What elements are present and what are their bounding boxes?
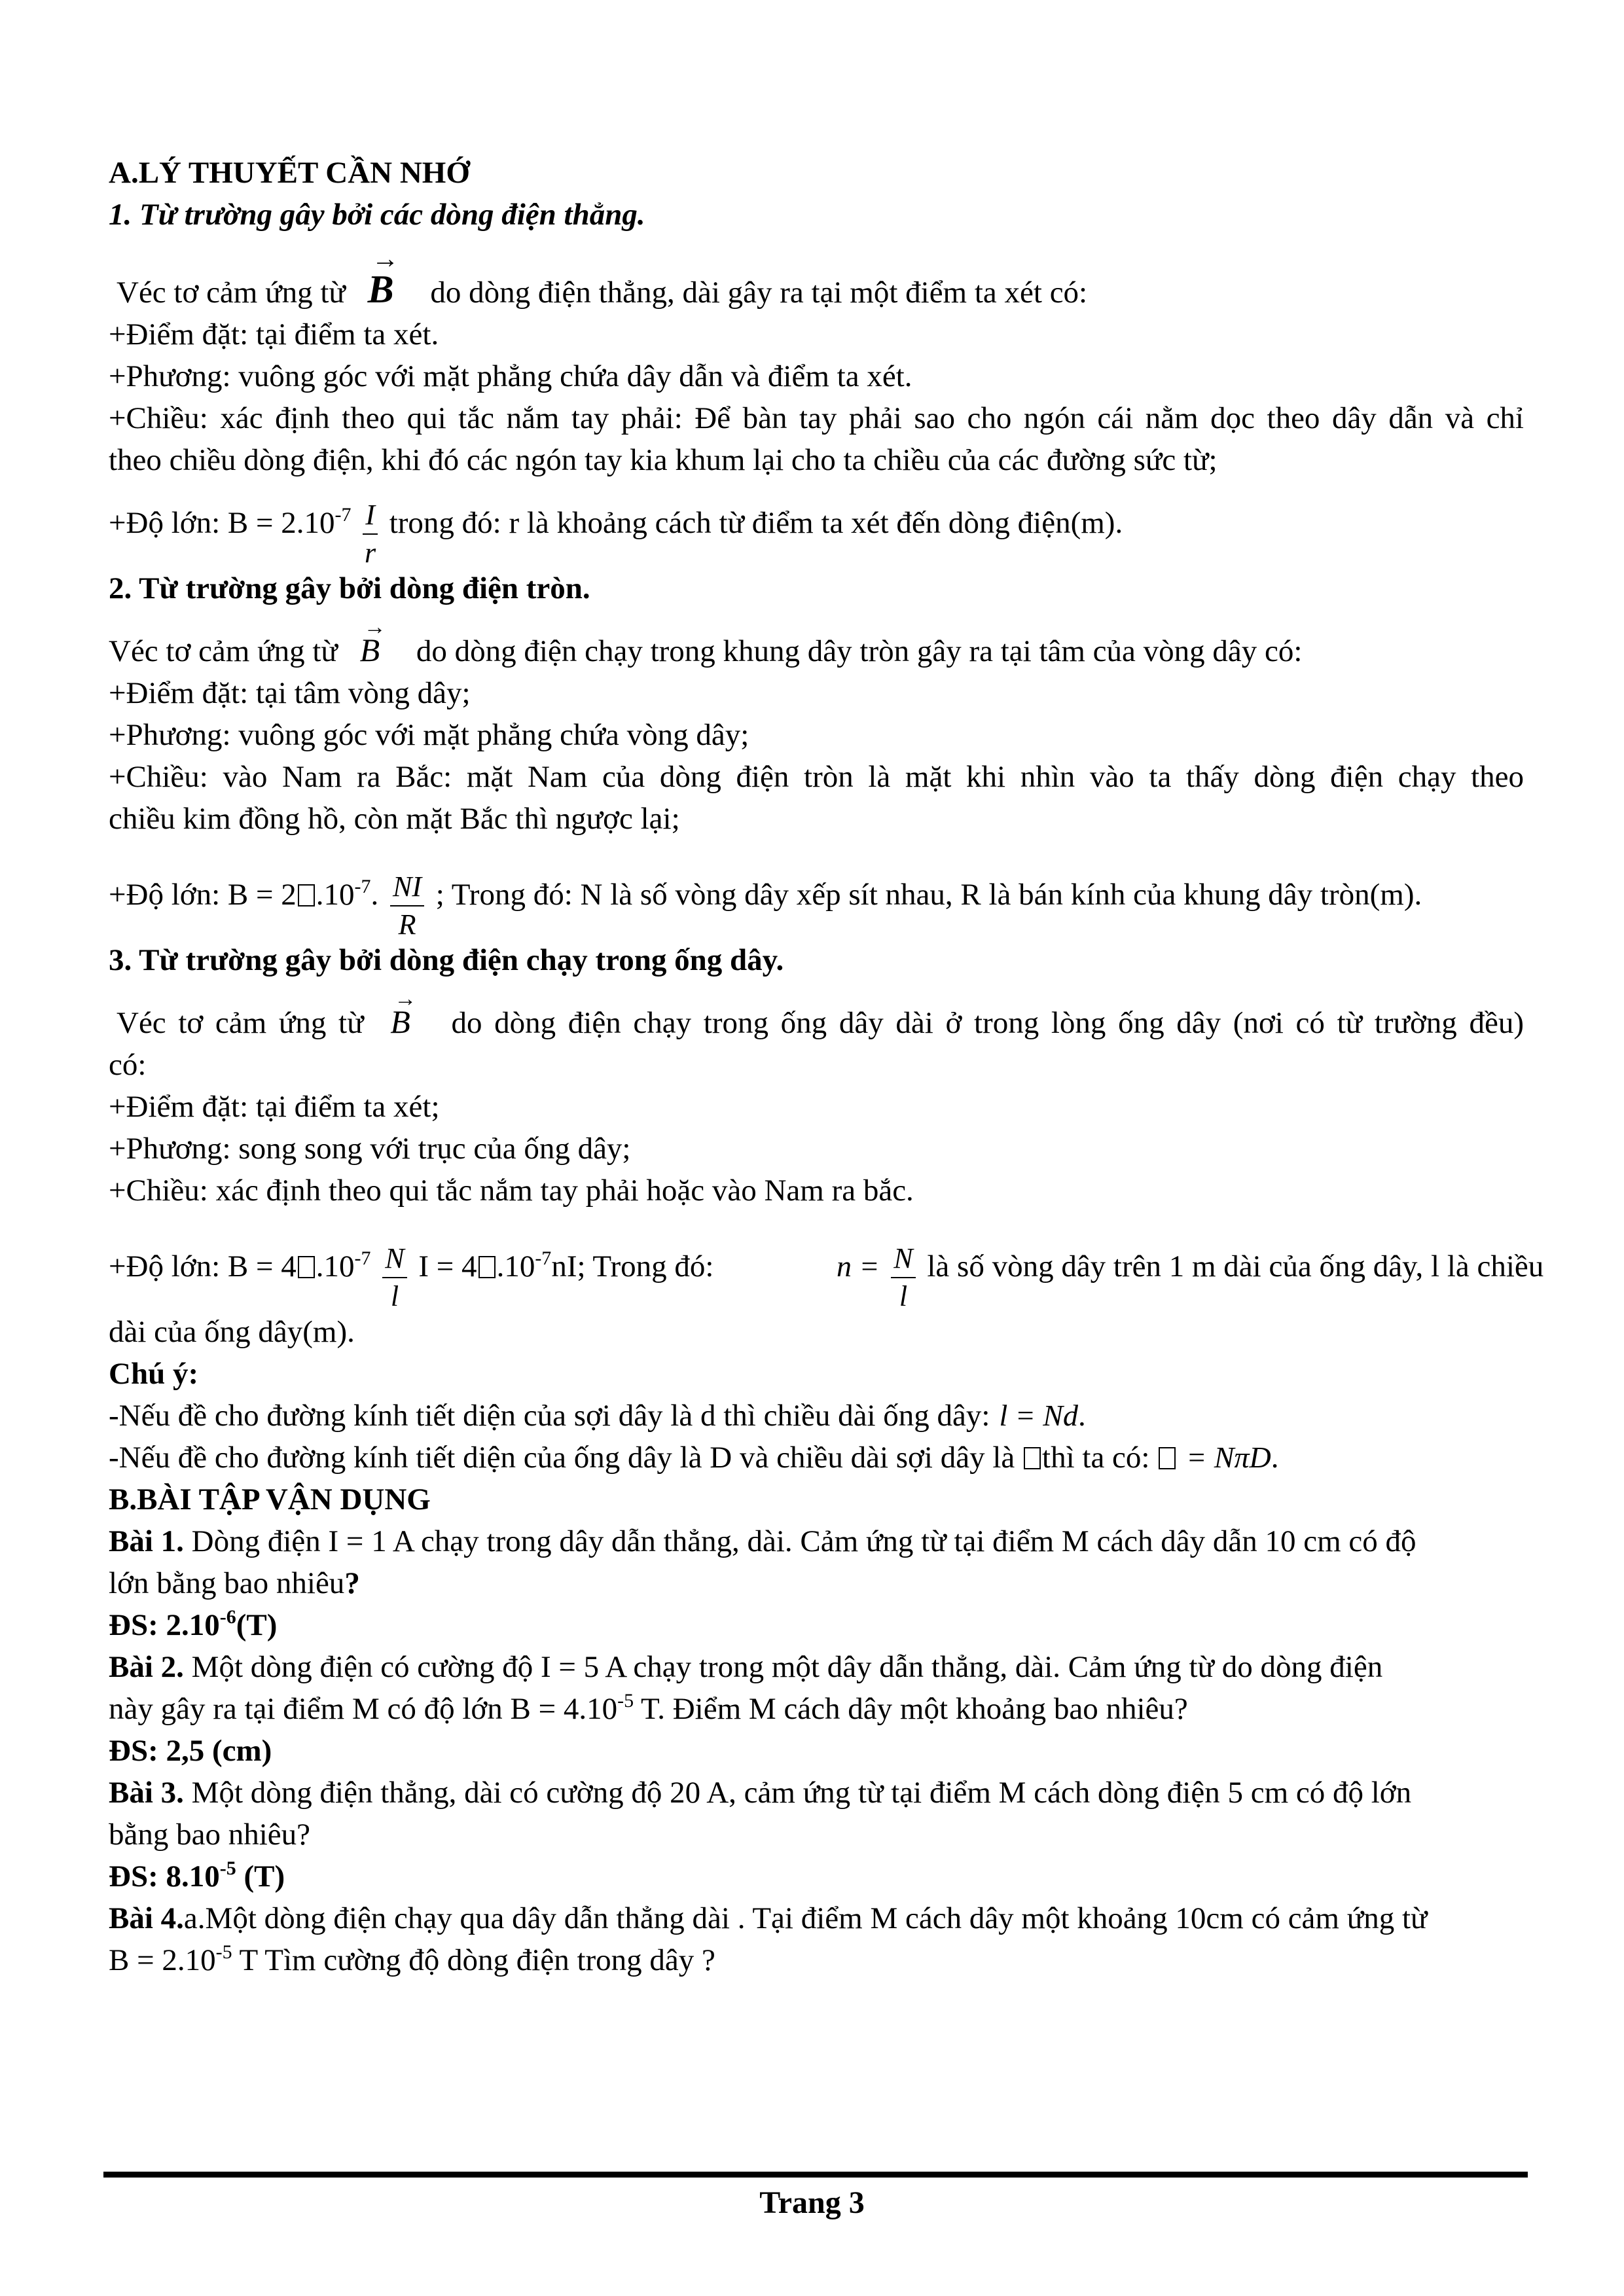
sub3-intro-line2: có: — [109, 1048, 147, 1082]
bai2-line2: này gây ra tại điểm M có độ lớn $B = 4.10^{-5}$ T. Điểm M cách dây một khoảng bao nhiêu? — [109, 1690, 1188, 1726]
sub2-intro: Véc tơ cảm ứng từ → B do dòng điện chạy trong khung dây tròn gây ra tại tâm của vòng dây có: — [109, 629, 1524, 672]
bai3-answer: ĐS: $8.10^{-5}$ (T) — [109, 1857, 285, 1893]
fraction-n-over-l: $\frac{N}{l}$ — [382, 1244, 406, 1311]
sub2-direction: +Phương: vuông góc với mặt phẳng chứa vòng dây; — [109, 718, 749, 752]
bai1-line1: Bài 1. Dòng điện I = 1 A chạy trong dây dẫn thẳng, dài. Cảm ứng từ tại điểm M cách dây dẫn 10 cm có độ — [109, 1524, 1416, 1558]
sub2-sense-line2: chiều kim đồng hồ, còn mặt Bắc thì ngược lại; — [109, 802, 680, 836]
note-line2: -Nếu đề cho đường kính tiết diện của ống dây là D và chiều dài sợi dây là thì ta có: = NπD. — [109, 1441, 1279, 1475]
sub2-sense-line1: +Chiều: vào Nam ra Bắc: mặt Nam của dòng điện tròn là mặt khi nhìn vào ta thấy dòng điện chạy theo — [109, 760, 1524, 794]
sub3-magnitude: +Độ lớn: B = 4 $.10^{-7}$ $\frac{N}{l}$ I = 4 $.10^{-7}nI$; Trong đó: n = $\frac{N}{l}$ là số vòng dây trên 1 m dài của ống dây, l là chiều — [109, 1242, 1544, 1312]
sub3-sense: +Chiều: xác định theo qui tắc nắm tay phải hoặc vào Nam ra bắc. — [109, 1174, 914, 1208]
missing-glyph-box — [1159, 1447, 1176, 1469]
fraction-n-over-l-2: $\frac{N}{l}$ — [891, 1244, 915, 1311]
missing-glyph-box — [1024, 1447, 1041, 1469]
sub3-magnitude-line2: dài của ống dây(m). — [109, 1315, 355, 1349]
sub1-title: 1. Từ trường gây bởi các dòng điện thẳng. — [109, 198, 645, 232]
vector-arrow-icon: → — [394, 987, 417, 1011]
missing-glyph-box — [298, 884, 315, 906]
missing-glyph-box — [478, 1256, 496, 1278]
sub2-magnitude: +Độ lớn: B = 2 $.10^{-7}$. $\frac{NI}{R}$ ; Trong đó: N là số vòng dây xếp sít nhau, R là bán kính của khung dây tròn(m). — [109, 870, 1422, 941]
sub1-direction: +Phương: vuông góc với mặt phẳng chứa dây dẫn và điểm ta xét. — [109, 359, 912, 393]
note-line1: -Nếu đề cho đường kính tiết diện của sợi dây là d thì chiều dài ống dây: l = Nd. — [109, 1399, 1086, 1433]
bai3-line1: Bài 3. Một dòng điện thẳng, dài có cường độ 20 A, cảm ứng từ tại điểm M cách dòng điện 5 cm có độ lớn — [109, 1776, 1412, 1810]
vector-b-symbol: → B — [360, 629, 380, 671]
vector-arrow-icon: → — [363, 615, 386, 639]
bai4-line1: Bài 4.a.Một dòng điện chạy qua dây dẫn thẳng dài . Tại điểm M cách dây một khoảng 10cm có cảm ứng từ — [109, 1901, 1428, 1935]
fraction-ni-over-r: $\frac{NI}{R}$ — [390, 872, 424, 939]
sub2-title: 2. Từ trường gây bởi dòng điện tròn. — [109, 571, 590, 605]
sub2-point: +Điểm đặt: tại tâm vòng dây; — [109, 676, 471, 710]
vector-b-symbol: → B — [368, 268, 394, 310]
fraction-i-over-r: $\frac{I}{r}$ — [363, 501, 378, 567]
bai1-line2: lớn bằng bao nhiêu? — [109, 1566, 360, 1600]
section-a-heading: A.LÝ THUYẾT CẦN NHỚ — [109, 156, 470, 190]
sub1-sense-line1: +Chiều: xác định theo qui tắc nắm tay phải: Để bàn tay phải sao cho ngón cái nằm dọc theo dây dẫn và chỉ — [109, 401, 1524, 435]
sub1-point: +Điểm đặt: tại điểm ta xét. — [109, 317, 439, 351]
bai3-line2: bằng bao nhiêu? — [109, 1818, 311, 1852]
bai2-answer: ĐS: 2,5 (cm) — [109, 1734, 272, 1768]
sub3-direction: +Phương: song song với trục của ống dây; — [109, 1132, 631, 1166]
bai2-line1: Bài 2. Một dòng điện có cường độ I = 5 A chạy trong một dây dẫn thẳng, dài. Cảm ứng từ do dòng điện — [109, 1650, 1383, 1684]
sub1-magnitude: +Độ lớn: $B = 2.10^{-7}$ $\frac{I}{r}$ trong đó: r là khoảng cách từ điểm ta xét đến dòng điện(m). — [109, 499, 1123, 569]
vector-b-symbol: → B — [390, 1001, 410, 1043]
page-number: Trang 3 — [759, 2185, 865, 2220]
footer-rule — [103, 2172, 1528, 2178]
bai4-line2: $B = 2.10^{-5}$ T Tìm cường độ dòng điện trong dây ? — [109, 1941, 715, 1977]
sub3-intro: Véc tơ cảm ứng từ → B do dòng điện chạy trong ống dây dài ở trong lòng ống dây (nơi có từ trường đều) — [109, 1001, 1524, 1044]
missing-glyph-box — [298, 1256, 315, 1278]
sub3-point: +Điểm đặt: tại điểm ta xét; — [109, 1090, 440, 1124]
sub1-sense-line2: theo chiều dòng điện, khi đó các ngón tay kia khum lại cho ta chiều của các đường sức từ; — [109, 443, 1218, 477]
sub1-intro: Véc tơ cảm ứng từ → B do dòng điện thẳng, dài gây ra tại một điểm ta xét có: — [109, 268, 1524, 314]
sub3-title: 3. Từ trường gây bởi dòng điện chạy trong ống dây. — [109, 943, 784, 977]
bai1-answer: ĐS: $2.10^{-6}(T)$ — [109, 1606, 278, 1642]
vector-arrow-icon: → — [371, 244, 399, 274]
note-title: Chú ý: — [109, 1357, 199, 1391]
section-b-heading: B.BÀI TẬP VẬN DỤNG — [109, 1482, 431, 1516]
page-content — [109, 152, 1544, 1981]
